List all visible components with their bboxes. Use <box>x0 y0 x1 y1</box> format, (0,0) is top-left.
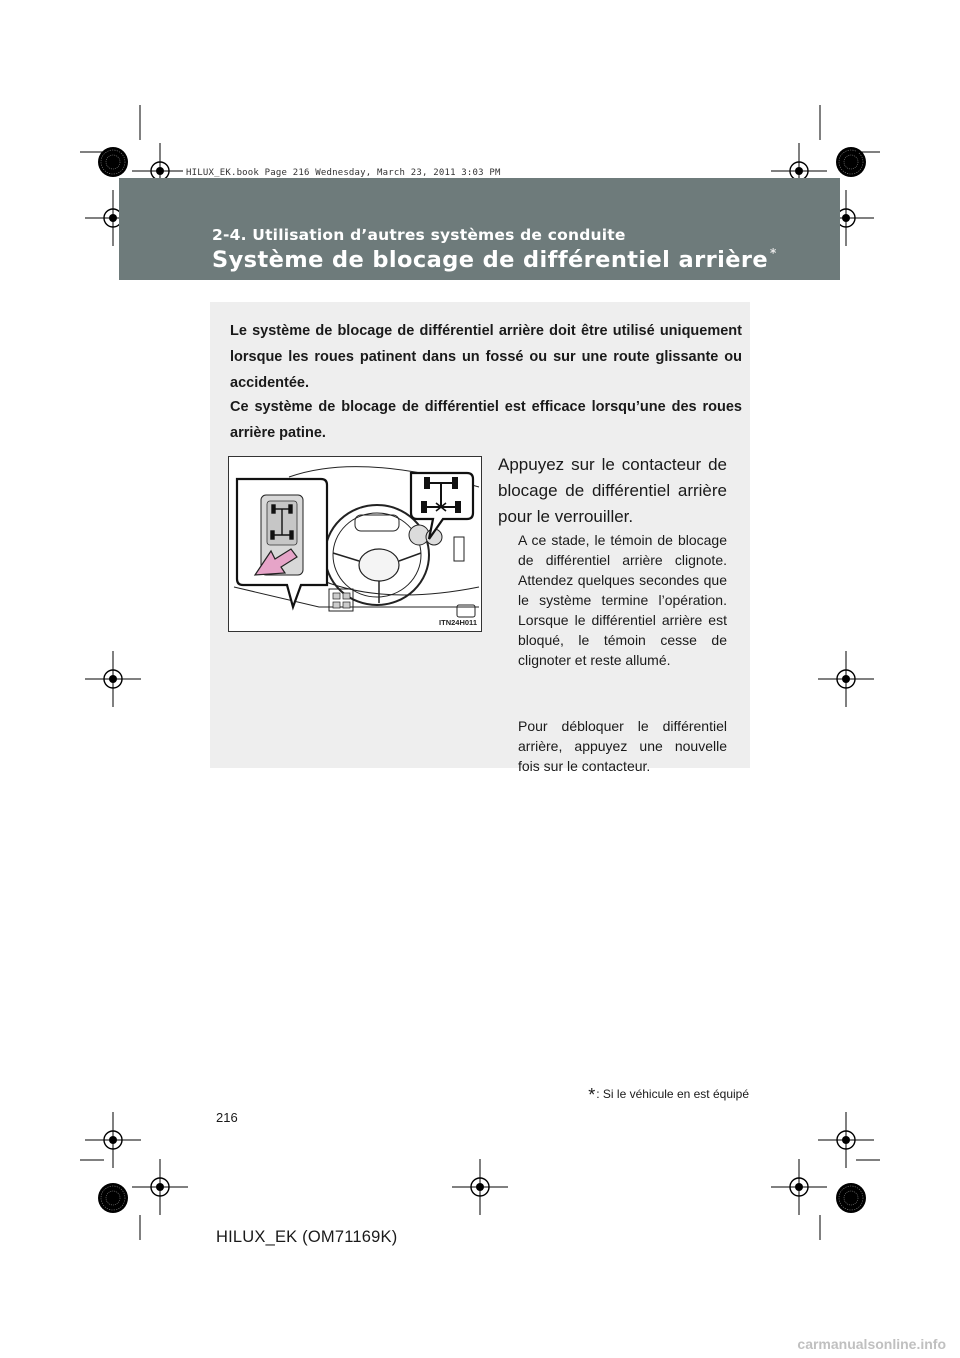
section-heading: 2-4. Utilisation d’autres systèmes de conduite <box>212 226 626 244</box>
footnote-text: : Si le véhicule en est équipé <box>596 1087 749 1101</box>
page-title <box>212 246 777 273</box>
watermark-link[interactable]: carmanualsonline.info <box>797 1336 946 1352</box>
intro-paragraph-2: Ce système de blocage de différentiel est efficace lorsqu’une des roues arrière patine. <box>230 399 742 441</box>
step-note-2: Pour débloquer le différentiel arrière, appuyez une nouvelle fois sur le contacteur. <box>518 718 727 774</box>
dashboard-illustration <box>228 456 482 632</box>
dashboard-drawing <box>229 457 481 631</box>
step-instruction: Appuyez sur le contacteur de blocage de différentiel arrière pour le verrouiller. <box>498 455 727 526</box>
switch-callout <box>237 479 327 607</box>
steering-wheel <box>325 505 429 605</box>
equipped-mark: * <box>770 246 777 260</box>
page-title-text: Système de blocage de différentiel arrière <box>212 247 769 273</box>
footnote-mark: * <box>588 1085 596 1105</box>
book-stamp: HILUX_EK.book Page 216 Wednesday, March 23, 2011 3:03 PM <box>183 168 504 178</box>
figure-code: ITN24H011 <box>439 618 477 627</box>
step-note-1: A ce stade, le témoin de blocage de différentiel arrière clignote. Attendez quelques secondes que le système termine l’opération. Lorsque le différentiel arrière est bloqué, le témoin cesse de clignoter et reste allumé. <box>518 532 727 668</box>
footnote <box>588 1085 749 1106</box>
document-id: HILUX_EK (OM71169K) <box>216 1228 398 1246</box>
intro-paragraph-1: Le système de blocage de différentiel arrière doit être utilisé uniquement lorsque les roues patinent dans un fossé ou sur une route glissante ou accidentée. <box>230 323 742 391</box>
page-number: 216 <box>216 1110 238 1125</box>
